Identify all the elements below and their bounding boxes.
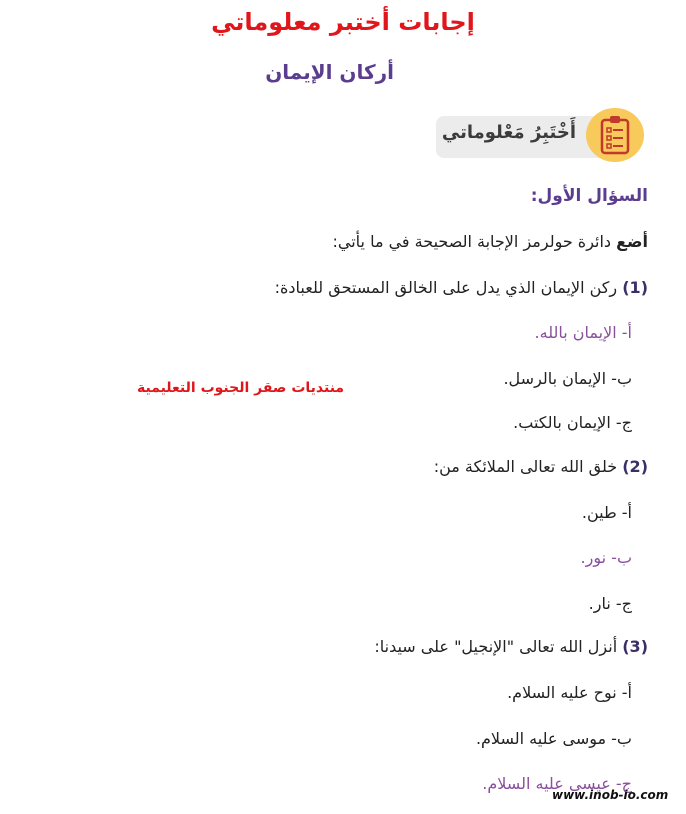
question-number: (1) — [622, 278, 648, 297]
q2-option-a: أ- طين. — [581, 503, 632, 522]
q1-option-a: أ- الإيمان بالله. — [534, 323, 632, 342]
instruction-bold: أضع — [616, 232, 648, 251]
question-3 — [374, 637, 648, 656]
badge-icon-circle — [586, 108, 644, 162]
instruction-text: دائرة حولرمز الإجابة الصحيحة في ما يأتي: — [332, 232, 617, 251]
forum-watermark: منتديات صقر الجنوب التعليمية — [137, 380, 345, 396]
question-2 — [434, 457, 648, 476]
q3-option-b: ب- موسى عليه السلام. — [475, 729, 632, 748]
question-text: خلق الله تعالى الملائكة من: — [433, 457, 623, 476]
lesson-subtitle: أركان الإيمان — [265, 60, 394, 84]
q3-option-a: أ- نوح عليه السلام. — [507, 683, 632, 702]
question-number: (3) — [622, 637, 648, 656]
question-text: ركن الإيمان الذي يدل على الخالق المستحق للعبادة: — [274, 278, 623, 297]
clipboard-checklist-icon — [600, 115, 630, 155]
question-text: أنزل الله تعالى "الإنجيل" على سيدنا: — [374, 637, 623, 656]
q1-option-b: ب- الإيمان بالرسل. — [503, 369, 632, 388]
q2-option-c: ج- نار. — [588, 594, 632, 613]
question-1 — [275, 278, 648, 297]
section-badge — [436, 108, 646, 162]
badge-label: أَخْتَبِرُ مَعْلوماتي — [441, 122, 576, 143]
q1-option-c: ج- الإيمان بالكتب. — [513, 413, 632, 432]
instruction-line — [332, 232, 648, 251]
q2-option-b: ب- نور. — [580, 548, 632, 567]
footer-url: www.inob-io.com — [552, 788, 669, 802]
question-heading: السؤال الأول: — [530, 186, 648, 206]
q3-option-c: ج- عيسى عليه السلام. — [482, 774, 632, 793]
page-title: إجابات أختبر معلوماتي — [211, 8, 475, 36]
question-number: (2) — [622, 457, 648, 476]
